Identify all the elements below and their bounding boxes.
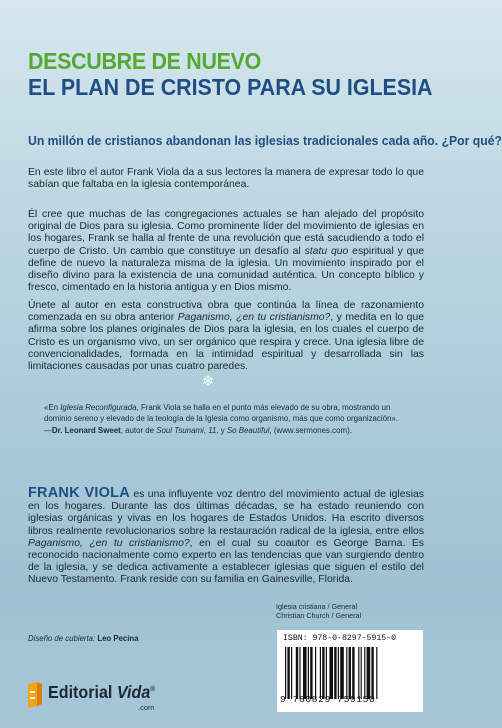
cover-design-credit: Diseño de cubierta: Leo Pecina	[28, 634, 139, 643]
isbn-label: ISBN: 978-0-8297-5915-0	[283, 634, 397, 643]
publisher-logo: Editorial Vida® .com	[28, 678, 188, 714]
category-label: Iglesia cristiana / General Christian Church / General	[276, 602, 362, 621]
barcode-icon	[283, 647, 417, 699]
endorsement-quote: «En Iglesia Reconfigurada, Frank Viola se halla en el punto más elevado de su obra, mostrando un dominio sereno y elevado de la teología de la Iglesia como organismo, más que como organización». —Dr. Leonard Sweet, autor de Soul Tsunami, 11, y So Beautiful, (www.sermones.com).	[44, 403, 398, 435]
paragraph-invitation: Únete al autor en esta constructiva obra que continúa la línea de razonamiento comenzada en su obra anterior Paganismo, ¿en tu cristianismo?, y medita en lo que afirma sobre los planes originales de Dios para la iglesia, en los cuales el cuerpo de Cristo es un organismo vivo, un ser orgánico que respira y crece. Una iglesia libre de convencionalidades, formada en la intimidad espiritual y desarrollada sin las limitaciones causadas por unas cuatro paredes.	[28, 300, 425, 373]
endorser-name: Dr. Leonard Sweet	[51, 425, 121, 435]
heading-line-1: DESCUBRE DE NUEVO	[28, 48, 261, 74]
author-bio: FRANK VIOLA es una influyente voz dentro del movimiento actual de iglesias en los hogares. Durante las dos últimas décadas, se ha estado reuniendo con iglesias orgánicas y vivas en los hogares de Estados Unidos. Ha escrito diversos libros realmente revolucionarios sobre la restauración radical de la iglesia, entre ellos Paganismo, ¿en tu cristianismo?, en el cual su coautor es George Barna. Es reconocido nacionalmente como experto en las tendencias que van surgiendo dentro de la iglesia, y se dedica activamente a establecer iglesias que siguen el estilo del Nuevo Testamento. Frank reside con su familia en Gainesville, Florida.	[28, 485, 425, 586]
paragraph-movement: Él cree que muchas de las congregaciones actuales se han alejado del propósito original de Dios para su iglesia. Como prominente líder del movimiento de iglesias en los hogares, Frank se halla al frente de una revolución que está sacudiendo a todo el cuerpo de Cristo. Un cambio que constituye un desafío al statu quo espiritual y que define de nuevo la naturaleza misma de la iglesia. Un movimiento inspirado por el diseño divino para la existencia de una comunidad auténtica. Un concepto bíblico y fresco, cimentado en la historia antigua y en Dios mismo.	[28, 209, 425, 294]
author-name: FRANK VIOLA	[28, 485, 130, 501]
lead-question: Un millón de cristianos abandonan las iglesias tradicionales cada año. ¿Por qué?	[28, 133, 502, 148]
barcode-digits: 9 780829 759150	[280, 694, 376, 705]
publisher-brand: Vida	[116, 682, 151, 702]
paragraph-intro: En este libro el autor Frank Viola da a sus lectores la manera de expresar todo lo que sabían que faltaba en la iglesia contemporánea.	[28, 167, 424, 191]
publisher-name: Editorial	[48, 682, 117, 702]
isbn-barcode-box	[277, 630, 423, 712]
heading-line-2: EL PLAN DE CRISTO PARA SU IGLESIA	[28, 74, 433, 100]
publisher-domain: .com	[138, 703, 155, 712]
publisher-mark-icon	[28, 682, 42, 708]
snowflake-separator-icon: ❄	[201, 373, 215, 390]
